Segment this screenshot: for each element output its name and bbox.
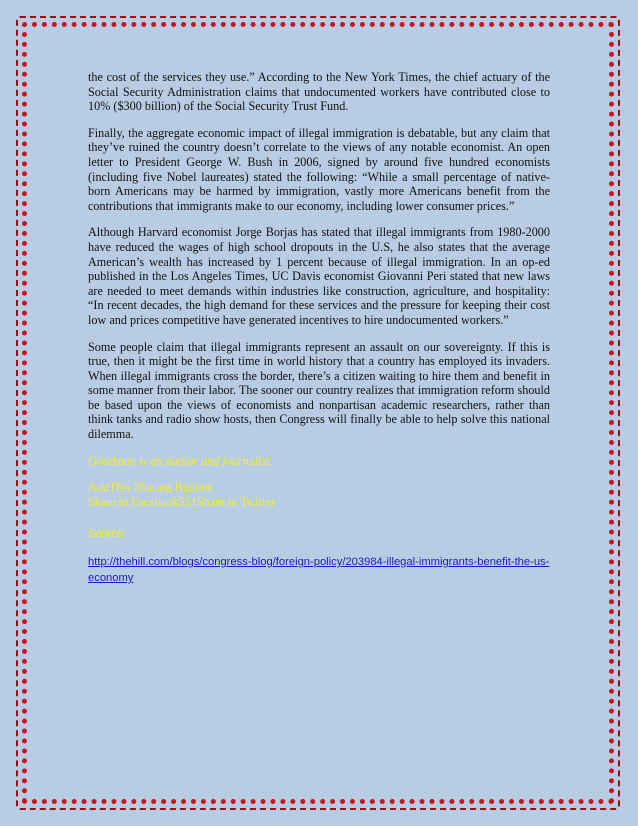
paragraph-3: Although Harvard economist Jorge Borjas has stated that illegal immigrants from 1980-2000 have reduced the wages of high school dropouts in the U.S, he also states that the average American’s wealth has increased by 1 percent because of illegal immigration. In an op-ed published in the Los Angeles Times, UC Davis economist Giovanni Peri stated that new laws are needed to meet demands within industries like construction, agriculture, and hospitality: “In recent decades, the high demand for these services and the pressure for keeping their cost low and prices competitive have generated incentives to hire undocumented workers.” <box>88 225 550 327</box>
paragraph-4: Some people claim that illegal immigrants represent an assault on our sovereignty. If this is true, then it might be the first time in world history that a country has employed its invaders. When illegal immigrants cross the border, there’s a citizen waiting to hire them and benefit in some manner from their labor. The sooner our country realizes that immigration reform should be based upon the views of economists and nonpartisan academic researchers, rather than think tanks and radio show hosts, then Congress will finally be able to help solve this national dilemma. <box>88 339 550 442</box>
paragraph-2: Finally, the aggregate economic impact of illegal immigration is debatable, but any claim that they’ve ruined the country doesn’t correlate to the views of any notable economist. An open letter to President George W. Bush in 2006, signed by around five hundred economists (including five Nobel laureates) stated the following: “While a small percentage of native-born Americans may be harmed by immigration, vastly more Americans benefit from the contributions that immigrants make to our economy, including lower consumer prices.” <box>88 125 550 213</box>
author-byline: Goodman is an author and journalist. <box>88 453 273 468</box>
source-link[interactable]: http://thehill.com/blogs/congress-blog/foreign-policy/203984-illegal-immigrants-benefit-the-us-economy <box>88 556 550 585</box>
paragraph-1: the cost of the services they use.” According to the New York Times, the chief actuary of the Social Security Administration claims that undocumented workers have contributed close to 10% ($300 billion) of the Social Security Trust Fund. <box>88 70 550 114</box>
share-heading: AddThis Sharing Buttons <box>88 480 213 495</box>
source-label: Source: <box>88 528 126 541</box>
article-body <box>88 70 550 586</box>
share-links[interactable]: Share to Facebook551Share to Twitter <box>88 494 276 509</box>
